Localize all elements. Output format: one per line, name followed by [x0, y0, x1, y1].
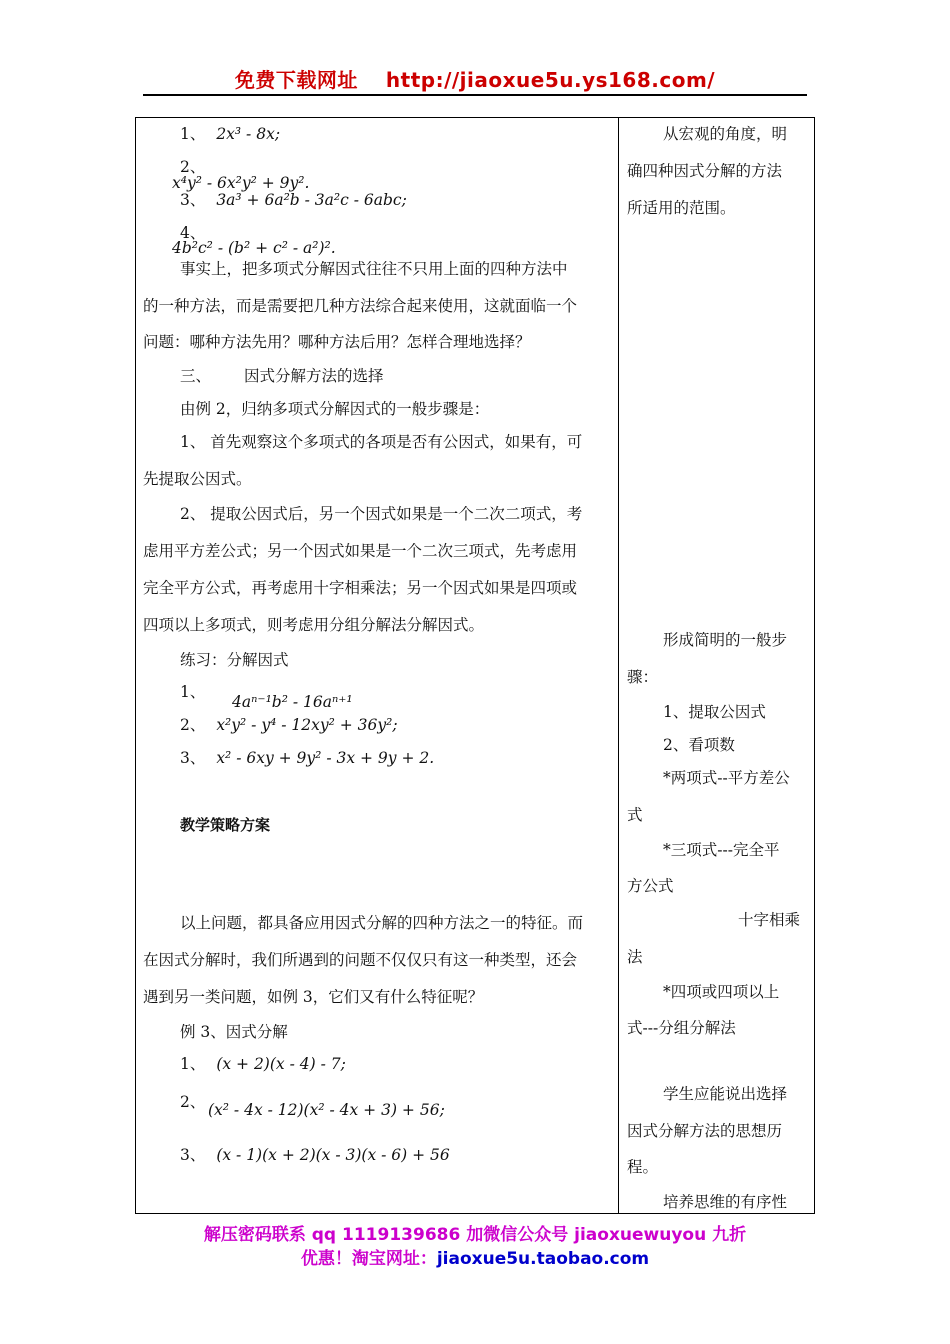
- note-3-line-3: 程。: [627, 1158, 659, 1176]
- column-divider: [618, 117, 619, 1214]
- practice-title: 练习：分解因式: [180, 651, 289, 669]
- example-3-item-2-expr: [208, 1100, 445, 1120]
- math-expr: (x - 1)(x + 2)(x - 3)(x - 6) + 56: [216, 1146, 450, 1164]
- math-expr: x² - 6xy + 9y² - 3x + 9y + 2.: [216, 749, 435, 767]
- steps-intro: 由例 2，归纳多项式分解因式的一般步骤是：: [180, 400, 490, 418]
- note-2-line-12: 式---分组分解法: [627, 1019, 736, 1037]
- note-1-line-1: 从宏观的角度，明: [663, 125, 788, 143]
- math-expr: x⁴y² - 6x²y² + 9y².: [172, 174, 310, 192]
- example-item-4-num: 4、: [180, 224, 206, 242]
- paragraph-2-line-2: 在因式分解时，我们所遇到的问题不仅仅只有这一种类型，还会: [143, 951, 578, 969]
- math-expr: 3a³ + 6a²b - 3a²c - 6abc;: [216, 191, 407, 209]
- footer-line-1: 解压密码联系 qq 1119139686 加微信公众号 jiaoxuewuyou 九折: [203, 1225, 747, 1245]
- note-2-line-9: 十字相乘: [738, 911, 801, 929]
- note-2-line-5: *两项式--平方差公: [663, 769, 790, 787]
- math-expr: (x + 2)(x - 4) - 7;: [216, 1055, 346, 1073]
- header-site-label: 免费下载网址: [234, 68, 358, 92]
- note-1-line-2: 确四种因式分解的方法: [627, 162, 783, 180]
- practice-item-1-expr: [232, 692, 353, 712]
- step-2-line-2: 虑用平方差公式；另一个因式如果是一个二次三项式，先考虑用: [143, 542, 578, 560]
- strategy-heading: 教学策略方案: [180, 816, 271, 834]
- step-1-line-1: 1、 首先观察这个多项式的各项是否有公因式，如果有，可: [180, 433, 583, 451]
- paragraph-2-line-1: 以上问题，都具备应用因式分解的四种方法之一的特征。而: [180, 914, 584, 932]
- paragraph-1-line-3: 问题：哪种方法先用？哪种方法后用？怎样合理地选择？: [143, 333, 531, 351]
- note-1-line-3: 所适用的范围。: [627, 199, 736, 217]
- note-2-line-1: 形成简明的一般步: [663, 631, 788, 649]
- note-2-line-10: 法: [627, 948, 643, 966]
- note-2-line-6: 式: [627, 806, 643, 824]
- page-header: [0, 64, 950, 93]
- step-1-line-2: 先提取公因式。: [143, 470, 252, 488]
- paragraph-2-line-3: 遇到另一类问题，如例 3，它们又有什么特征呢？: [143, 988, 484, 1006]
- practice-item-2: 2、 x²y² - y⁴ - 12xy² + 36y²;: [180, 716, 398, 734]
- example-item-2-num: 2、: [180, 158, 206, 176]
- note-2-line-4: 2、看项数: [663, 736, 735, 754]
- example-3-item-3: 3、 (x - 1)(x + 2)(x - 3)(x - 6) + 56: [180, 1146, 450, 1164]
- section-3-number: 三、: [180, 367, 212, 385]
- note-2-line-11: *四项或四项以上: [663, 983, 780, 1001]
- math-expr: 4aⁿ⁻¹b² - 16aⁿ⁺¹: [232, 693, 353, 711]
- example-item-3: 3、 3a³ + 6a²b - 3a²c - 6abc;: [180, 191, 407, 209]
- note-2-line-8: 方公式: [627, 877, 674, 895]
- math-expr: 2x³ - 8x;: [216, 125, 281, 143]
- practice-item-1-num: 1、: [180, 683, 206, 701]
- step-2-line-3: 完全平方公式，再考虑用十字相乘法；另一个因式如果是四项或: [143, 579, 578, 597]
- practice-item-3: 3、 x² - 6xy + 9y² - 3x + 9y + 2.: [180, 749, 435, 767]
- footer-line-2: [0, 1244, 950, 1269]
- math-expr: (x² - 4x - 12)(x² - 4x + 3) + 56;: [208, 1101, 445, 1119]
- section-3-title: 因式分解方法的选择: [244, 367, 384, 385]
- header-rule: [143, 94, 807, 96]
- example-item-4-expr: [172, 238, 336, 258]
- header-site-url[interactable]: http://jiaoxue5u.ys168.com/: [385, 68, 716, 92]
- footer-label: 优惠！淘宝网址：: [300, 1249, 437, 1269]
- note-2-line-3: 1、提取公因式: [663, 703, 766, 721]
- footer-shop-url[interactable]: jiaoxue5u.taobao.com: [436, 1249, 650, 1269]
- math-expr: x²y² - y⁴ - 12xy² + 36y²;: [216, 716, 398, 734]
- example-3-title: 例 3、因式分解: [180, 1023, 288, 1041]
- note-3-line-4: 培养思维的有序性: [663, 1193, 788, 1211]
- note-3-line-1: 学生应能说出选择: [663, 1085, 788, 1103]
- step-2-line-1: 2、 提取公因式后，另一个因式如果是一个二次二项式，考: [180, 505, 583, 523]
- note-2-line-7: *三项式---完全平: [663, 841, 780, 859]
- example-3-item-1: 1、 (x + 2)(x - 4) - 7;: [180, 1055, 346, 1073]
- step-2-line-4: 四项以上多项式，则考虑用分组分解法分解因式。: [143, 616, 485, 634]
- example-item-1: 1、 2x³ - 8x;: [180, 125, 281, 143]
- math-expr: 4b²c² - (b² + c² - a²)².: [172, 239, 336, 257]
- paragraph-1-line-2: 的一种方法，而是需要把几种方法综合起来使用，这就面临一个: [143, 297, 578, 315]
- example-3-item-2-num: 2、: [180, 1093, 206, 1111]
- note-3-line-2: 因式分解方法的思想历: [627, 1122, 783, 1140]
- paragraph-1-line-1: 事实上，把多项式分解因式往往不只用上面的四种方法中: [180, 260, 568, 278]
- note-2-line-2: 骤：: [627, 668, 659, 686]
